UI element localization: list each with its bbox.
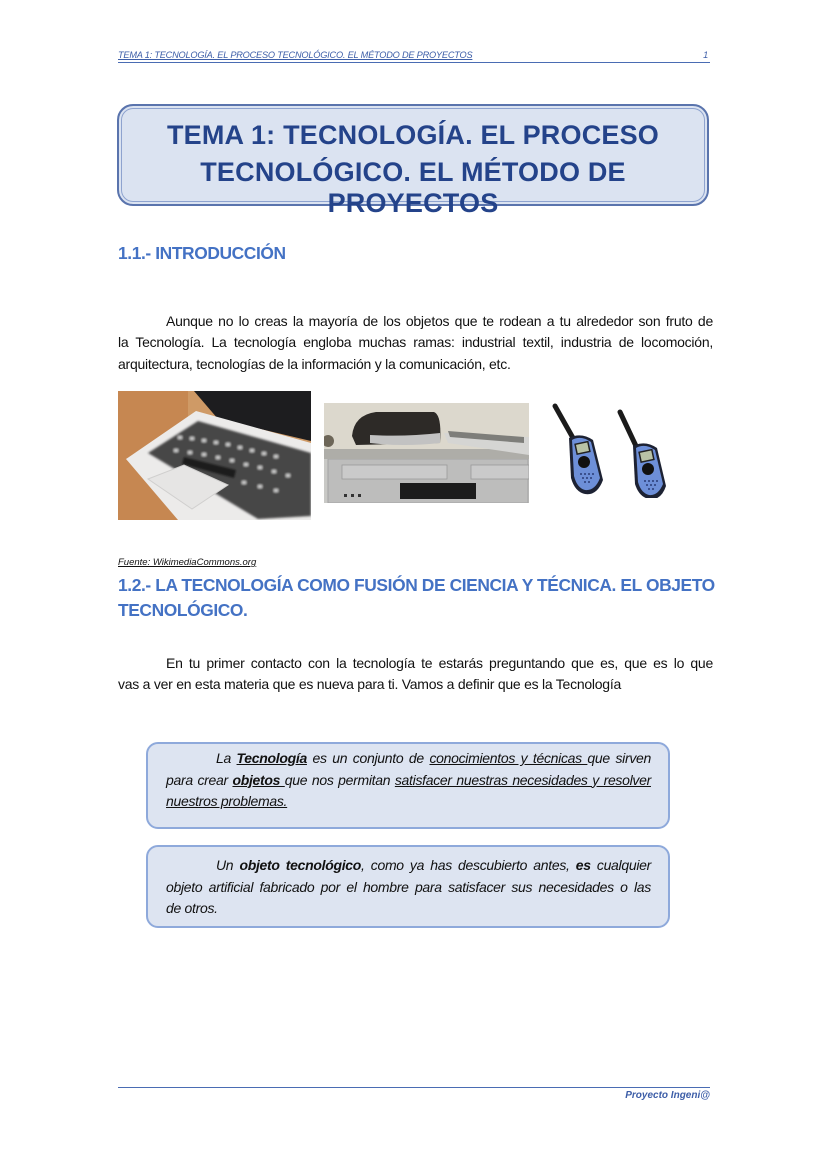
section2-line-1: En tu primer contacto con la tecnología te estarás preguntando que es, que es lo que (166, 655, 713, 671)
vcr-illustration (324, 403, 529, 503)
page-title-line1: TEMA 1: TECNOLOGÍA. EL PROCESO (166, 120, 660, 150)
walkie-talkies-illustration (545, 398, 687, 498)
footer-project-name: Proyecto Ingeni@ (625, 1090, 710, 1101)
def1-line-3: nuestros problemas. (166, 793, 288, 809)
section2-line-2: vas a ver en esta materia que es nueva para ti. Vamos a definir que es la Tecnología (118, 676, 622, 693)
vcr-image (324, 403, 529, 503)
intro-line-3: arquitectura, tecnologías de la información y la comunicación, etc. (118, 355, 511, 372)
section2-paragraph (118, 653, 713, 696)
def2-line-3: de otros. (166, 900, 218, 916)
laptop-image (118, 391, 311, 520)
term-tecnologia: Tecnología (236, 750, 307, 766)
term-objetos: objetos (232, 771, 285, 788)
intro-line-2: la Tecnología. La tecnología engloba muchas ramas: industrial textil, industria de locomoción, (118, 334, 713, 351)
image-source-caption: Fuente: WikimediaCommons.org (118, 557, 257, 568)
def2-line-1: Un objeto tecnológico, como ya has descubierto antes, es cualquier (216, 857, 651, 873)
footer-rule (118, 1087, 710, 1088)
term-objeto-tecnologico: objeto tecnológico (239, 857, 362, 873)
def1-line-1: La Tecnología es un conjunto de conocimientos y técnicas que sirven (216, 750, 651, 766)
running-header (118, 50, 710, 63)
running-header-title: TEMA 1: TECNOLOGÍA. EL PROCESO TECNOLÓGICO. EL MÉTODO DE PROYECTOS (118, 50, 473, 60)
walkie-talkies-image (545, 398, 687, 498)
section-heading-fusion (118, 573, 718, 623)
section-heading-introduccion: 1.1.- INTRODUCCIÓN (118, 243, 286, 263)
section-heading-fusion-line1: 1.2.- LA TECNOLOGÍA COMO FUSIÓN DE CIENCIA Y TÉCNICA. EL OBJETO (118, 575, 715, 595)
definition-box-tecnologia (146, 742, 670, 829)
title-box (117, 104, 709, 218)
page-number: 1 (703, 50, 708, 60)
definition-box-objeto-tecnologico (146, 845, 670, 928)
intro-paragraph (118, 311, 713, 375)
page-title-line2: TECNOLÓGICO. EL MÉTODO DE PROYECTOS (200, 157, 626, 218)
intro-line-1: Aunque no lo creas la mayoría de los objetos que te rodean a tu alrededor son fruto de (166, 313, 713, 329)
def2-line-2: objeto artificial fabricado por el hombre para satisfacer sus necesidades o las (166, 878, 651, 895)
def1-line-2: para crear objetos que nos permitan satisfacer nuestras necesidades y resolver (166, 771, 651, 788)
section-heading-fusion-line2: TECNOLÓGICO. (118, 600, 248, 620)
laptop-illustration (118, 391, 311, 520)
radio-right (620, 412, 666, 498)
radio-left (555, 406, 603, 494)
